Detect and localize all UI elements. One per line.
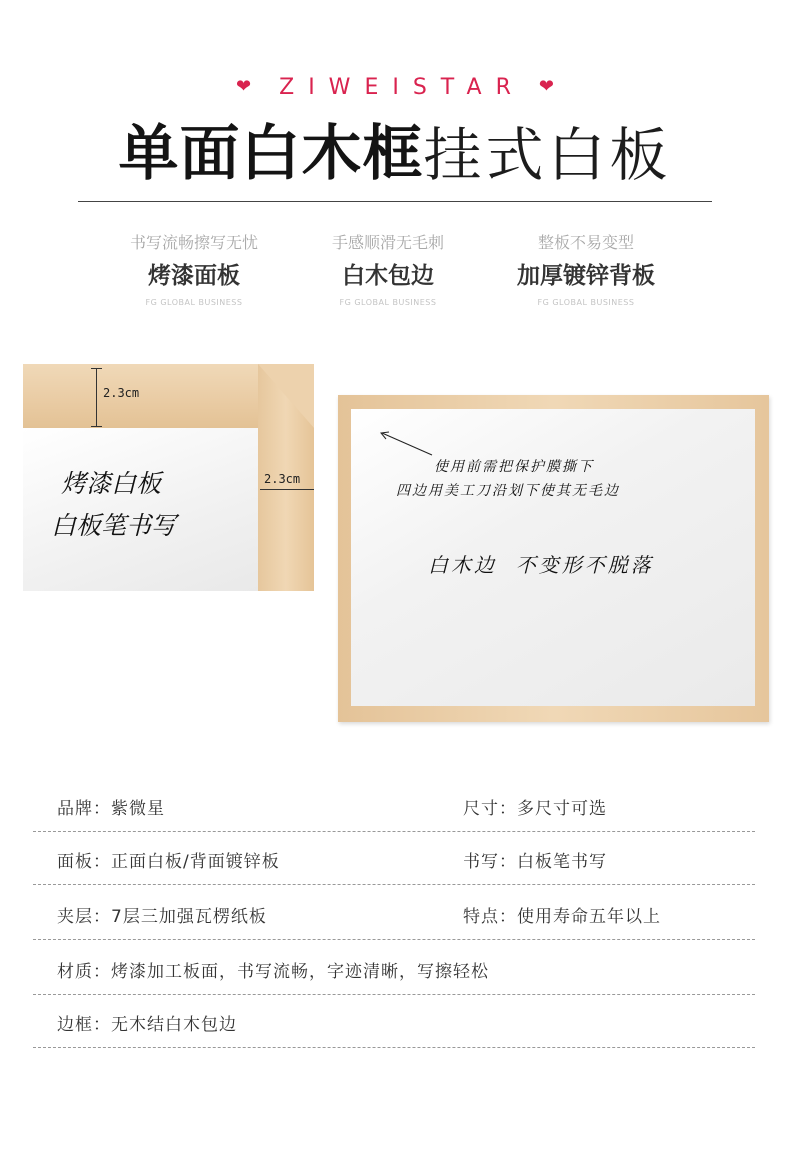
- handwriting-line: 烤漆白板: [61, 469, 162, 498]
- dimension-label-top: 2.3cm: [103, 386, 140, 400]
- feature-caption: FG GLOBAL BUSINESS: [145, 298, 243, 307]
- handwriting-note: 四边用美工刀沿划下使其无毛边: [396, 483, 620, 499]
- feature-subtitle: 整板不易变型: [537, 233, 634, 252]
- spec-row: [33, 886, 755, 940]
- title-divider: [78, 201, 712, 202]
- feature-item: [94, 230, 294, 307]
- spec-writing: 书写：白板笔书写: [463, 852, 607, 872]
- spec-frame: 边框：无木结白木包边: [57, 1015, 237, 1035]
- page-title: [0, 112, 790, 192]
- feature-title: 加厚镀锌背板: [517, 263, 655, 289]
- feature-title: 烤漆面板: [148, 263, 240, 289]
- spec-row: [33, 778, 755, 832]
- heart-icon: ❤: [538, 76, 554, 97]
- feature-item: [486, 230, 686, 307]
- feature-subtitle: 书写流畅擦写无忧: [129, 233, 258, 252]
- brand-row: [0, 72, 790, 102]
- handwriting-note: 使用前需把保护膜撕下: [434, 459, 594, 475]
- feature-subtitle: 手感顺滑无毛刺: [331, 233, 444, 252]
- dimension-tick: [91, 426, 102, 427]
- dimension-label-side: 2.3cm: [264, 472, 301, 486]
- spec-row: [33, 994, 755, 1048]
- heart-icon: ❤: [236, 76, 252, 97]
- spec-brand: 品牌：紫微星: [57, 799, 165, 819]
- spec-panel: 面板：正面白板/背面镀锌板: [57, 852, 280, 872]
- spec-material: 材质：烤漆加工板面，书写流畅，字迹清晰，写擦轻松: [57, 962, 489, 982]
- feature-title: 白木包边: [342, 263, 434, 289]
- spec-layer: 夹层：7层三加强瓦楞纸板: [57, 907, 267, 927]
- whiteboard-photo: [338, 395, 769, 722]
- dimension-line-horizontal: [260, 489, 314, 490]
- spec-row: [33, 941, 755, 995]
- spec-row: [33, 831, 755, 885]
- pointer-arrow-icon: [376, 429, 436, 459]
- handwriting-note: 白木边 不变形不脱落: [428, 553, 654, 577]
- brand-name: ZIWEISTAR: [279, 74, 525, 100]
- dimension-tick: [91, 368, 102, 369]
- handwriting-line: 白板笔书写: [51, 511, 177, 540]
- feature-caption: FG GLOBAL BUSINESS: [537, 298, 635, 307]
- title-light: 挂式白板: [423, 121, 672, 189]
- feature-item: [288, 230, 488, 307]
- title-bold: 单面白木框: [118, 119, 424, 189]
- dimension-line-vertical: [96, 368, 97, 426]
- spec-size: 尺寸：多尺寸可选: [463, 799, 607, 819]
- frame-corner-photo: [23, 364, 314, 591]
- frame-miter-joint: [258, 364, 314, 428]
- spec-feature: 特点：使用寿命五年以上: [463, 907, 661, 927]
- feature-caption: FG GLOBAL BUSINESS: [339, 298, 437, 307]
